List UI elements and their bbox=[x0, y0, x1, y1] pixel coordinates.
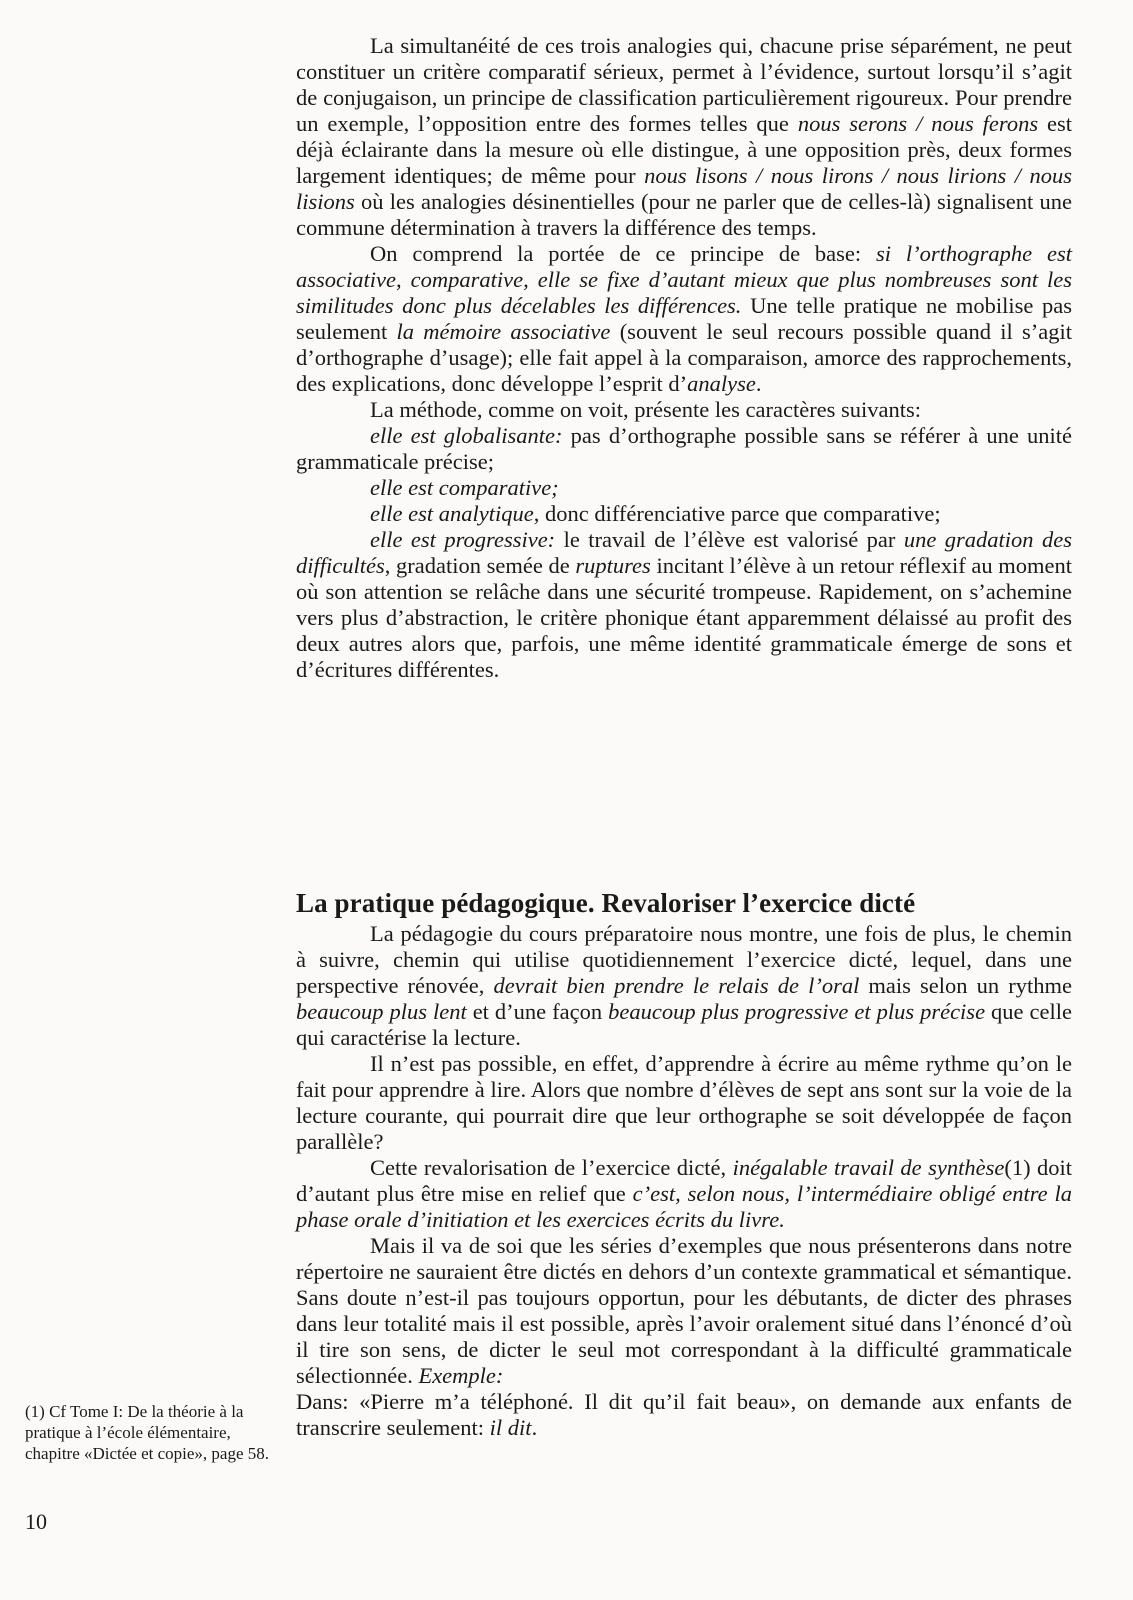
list-item: elle est progressive: le travail de l’élève est valorisé par une gradation des difficultés, gradation semée de ruptures incitant l’élève à un retour réflexif au moment où son attention se relâche dans une sécurité trompeuse. Rapidement, on s’achemine vers plus d’abstraction, le critère phonique étant apparemment délaissé au profit des deux autres alors que, parfois, une même identité grammaticale émerge de sons et d’écritures différentes. bbox=[296, 527, 1073, 682]
paragraph: Cette revalorisation de l’exercice dicté, inégalable travail de synthèse(1) doit d’autant plus être mise en relief que c’est, selon nous, l’intermédiaire obligé entre la phase orale d’initiation et les exercices écrits du livre. bbox=[296, 1155, 1073, 1232]
paragraph: La simultanéité de ces trois analogies qui, chacune prise séparément, ne peut constituer un critère comparatif sérieux, permet à l’évidence, surtout lorsqu’il s’agit de conjugaison, un principe de classification particulièrement rigoureux. Pour prendre un exemple, l’opposition entre des formes telles que nous serons / nous ferons est déjà éclairante dans la mesure où elle distingue, à une opposition près, deux formes largement identiques; de même pour nous lisons / nous lirons / nous lirions / nous lisions où les analogies désinentielles (pour ne parler que de celles-là) signalisent une commune détermination à travers la différence des temps. bbox=[296, 33, 1073, 240]
paragraph: On comprend la portée de ce principe de base: si l’orthographe est associative, comparative, elle se fixe d’autant mieux que plus nombreuses sont les similitudes donc plus décelables les différences. Une telle pratique ne mobilise pas seulement la mémoire associative (souvent le seul recours possible quand il s’agit d’orthographe d’usage); elle fait appel à la comparaison, amorce des rapprochements, des explications, donc développe l’esprit d’analyse. bbox=[296, 241, 1072, 396]
list-item: elle est comparative; bbox=[370, 475, 559, 500]
paragraph: Il n’est pas possible, en effet, d’apprendre à écrire au même rythme qu’on le fait pour apprendre à lire. Alors que nombre d’élèves de sept ans sont sur la voie de la lecture courante, qui pourrait dire que leur orthographe se soit développée de façon parallèle? bbox=[296, 1051, 1072, 1154]
page-number: 10 bbox=[25, 1509, 47, 1534]
paragraph: Dans: «Pierre m’a téléphoné. Il dit qu’il fait beau», on demande aux enfants de transcrire seulement: il dit. bbox=[296, 1389, 1072, 1440]
paragraph: Mais il va de soi que les séries d’exemples que nous présenterons dans notre répertoire ne sauraient être dictés en dehors d’un contexte grammatical et sémantique. Sans doute n’est-il pas toujours opportun, pour les débutants, de dicter des phrases dans leur totalité mais il est possible, après l’avoir oralement situé dans l’énoncé d’où il tire son sens, de dicter le seul mot correspondant à la difficulté grammaticale sélectionnée. Exemple: bbox=[296, 1233, 1072, 1388]
list-item: elle est globalisante: pas d’orthographe possible sans se référer à une unité grammaticale précise; bbox=[296, 423, 1072, 474]
footnote: (1) Cf Tome I: De la théorie à la pratique à l’école élémentaire, chapitre «Dictée et copie», page 58. bbox=[25, 1402, 270, 1463]
main-text-block-2 bbox=[296, 887, 1072, 1441]
paragraph: La pédagogie du cours préparatoire nous montre, une fois de plus, le chemin à suivre, chemin qui utilise quotidiennement l’exercice dicté, lequel, dans une perspective rénovée, devrait bien prendre le relais de l’oral mais selon un rythme beaucoup plus lent et d’une façon beaucoup plus progressive et plus précise que celle qui caractérise la lecture. bbox=[296, 921, 1072, 1050]
section-heading: La pratique pédagogique. Revaloriser l’exercice dicté bbox=[296, 888, 916, 918]
list-item: elle est analytique, donc différenciative parce que comparative; bbox=[370, 501, 941, 526]
paragraph: La méthode, comme on voit, présente les caractères suivants: bbox=[370, 397, 922, 422]
main-text-block-1 bbox=[296, 33, 1072, 683]
